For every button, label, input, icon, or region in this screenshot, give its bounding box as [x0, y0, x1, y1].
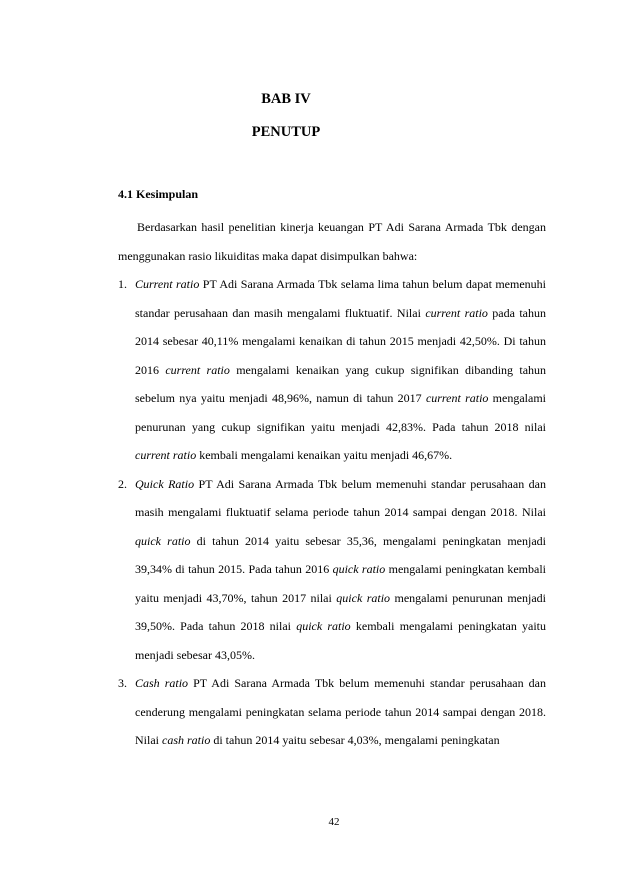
italic-term: Cash ratio [135, 676, 189, 690]
list-item-number: 2. [118, 476, 127, 491]
page-number: 42 [328, 816, 340, 828]
italic-term: quick ratio [296, 619, 351, 633]
list-item-number: 3. [118, 676, 127, 690]
text-run: pada tahun 2014 sebesar 40,11% mengalami kenaikan di tahun 2015 menjadi 42,50%. Di tahun 2016 [135, 305, 547, 377]
chapter-number-text: BAB IV [261, 91, 311, 107]
section-heading: 4.1 Kesimpulan [118, 187, 199, 201]
text-run: kembali mengalami kenaikan yaitu menjadi 46,67%. [196, 448, 453, 462]
list-item [118, 270, 546, 470]
list-item-number: 1. [118, 277, 127, 291]
text-run: PT Adi Sarana Armada Tbk belum memenuhi standar perusahaan dan masih mengalami fluktuatif selama periode tahun 2014 sampai dengan 2018. Nilai [135, 476, 546, 519]
text-run: di tahun 2014 yaitu sebesar 35,36, mengalami peningkatan menjadi 39,34% di tahun 2015. Pada tahun 2016 [135, 533, 546, 576]
chapter-title-text: PENUTUP [251, 124, 321, 140]
chapter-number [48, 91, 620, 108]
italic-term: Current ratio [135, 277, 200, 291]
list-item-text [135, 477, 546, 662]
list-item-text [135, 277, 546, 462]
text-run: mengalami penurunan menjadi 39,50%. Pada tahun 2018 nilai [135, 590, 546, 633]
italic-term: Quick Ratio [135, 476, 195, 491]
text-run: mengalami penurunan yang cukup signifikan yaitu menjadi 42,83%. Pada tahun 2018 nilai [135, 391, 546, 434]
italic-term: current ratio [425, 305, 488, 320]
italic-term: quick ratio [332, 562, 386, 576]
conclusion-list [118, 270, 546, 755]
chapter-title [48, 124, 620, 141]
italic-term: cash ratio [162, 733, 211, 747]
text-run: mengalami peningkatan kembali yaitu menjadi 43,70%, tahun 2017 nilai [135, 562, 546, 605]
italic-term: quick ratio [336, 590, 391, 605]
text-run: kembali mengalami peningkatan yaitu menjadi sebesar 43,05%. [135, 619, 546, 662]
italic-term: current ratio [135, 448, 197, 462]
list-item-text [135, 676, 546, 747]
list-item [118, 470, 546, 670]
italic-term: current ratio [425, 391, 489, 405]
list-item [118, 669, 546, 755]
italic-term: quick ratio [135, 533, 191, 548]
text-run: di tahun 2014 yaitu sebesar 4,03%, mengalami peningkatan [210, 733, 500, 747]
text-run: mengalami kenaikan yang cukup signifikan dibanding tahun sebelum nya yaitu menjadi 48,96%, namun di tahun 2017 [135, 362, 547, 405]
italic-term: current ratio [165, 362, 230, 377]
intro-paragraph: Berdasarkan hasil penelitian kinerja keuangan PT Adi Sarana Armada Tbk dengan menggunakan rasio likuiditas maka dapat disimpulkan bahwa: [118, 220, 546, 263]
text-run: PT Adi Sarana Armada Tbk belum memenuhi standar perusahaan dan cenderung mengalami peningkatan selama periode tahun 2014 sampai dengan 2018. Nilai [135, 676, 546, 747]
text-run: PT Adi Sarana Armada Tbk selama lima tahun belum dapat memenuhi standar perusahaan dan masih mengalami fluktuatif. Nilai [135, 277, 546, 320]
